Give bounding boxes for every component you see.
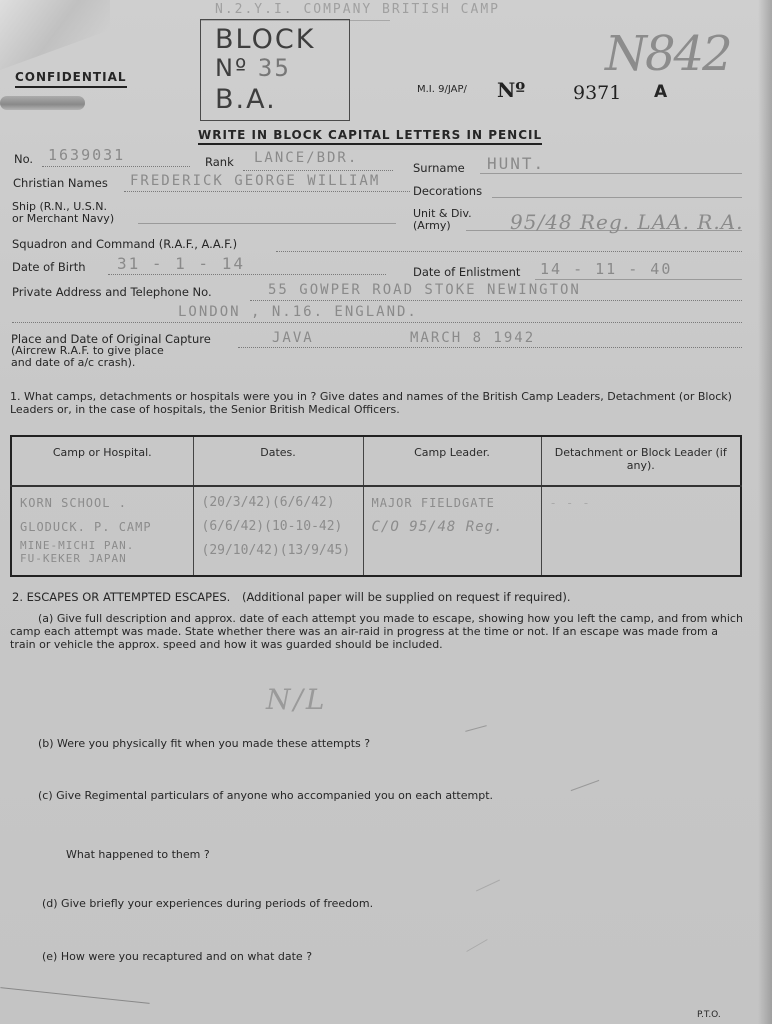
stamp-block-text: BLOCK [215, 24, 316, 55]
question-2b: (b) Were you physically fit when you made these attempts ? [38, 737, 371, 750]
column-header-dates: Dates. [193, 436, 363, 486]
camp-cell[interactable] [11, 486, 193, 576]
confidential-label: CONFIDENTIAL [15, 70, 127, 88]
ship-label-line2: or Merchant Navy) [12, 212, 115, 225]
camp-entry-2: GLODUCK. P. CAMP [20, 520, 152, 534]
decorations-label: Decorations [413, 184, 483, 198]
stamp-ba-text: B.A. [215, 84, 277, 115]
dob-field[interactable]: 31 - 1 - 14 [117, 254, 245, 273]
squadron-label: Squadron and Command (R.A.F., A.A.F.) [12, 237, 238, 251]
no-line [42, 166, 190, 167]
pencil-tick-mark [466, 939, 487, 952]
paper-fold-edge [0, 987, 149, 1004]
service-number-field[interactable]: 1639031 [48, 146, 126, 164]
address-line-1 [250, 300, 742, 301]
capture-line [238, 347, 742, 348]
question-2a: (a) Give full description and approx. date of each attempt you made to escape, showing how you left the camp, and from which camp each attempt was made. State whether there was an air-raid in progress at the time or not. If an escape was made from a train or vehicle the approx. speed and how it was guarded should be included. [10, 612, 743, 651]
please-turn-over: P.T.O. [697, 1010, 721, 1020]
paper-clip-shadow [0, 0, 110, 70]
camp-entry-3: MINE-MICHI PAN. [20, 539, 135, 552]
pencil-note-top: N.2.Y.I. COMPANY BRITISH CAMP [215, 2, 500, 17]
unit-label [413, 208, 472, 232]
christian-names-label: Christian Names [13, 176, 108, 190]
surname-field[interactable]: HUNT. [487, 154, 546, 173]
block-stamp [200, 19, 350, 121]
table-row [11, 486, 741, 576]
enlistment-line [535, 279, 742, 280]
capture-place-field[interactable]: JAVA [272, 330, 314, 346]
ship-line [138, 223, 396, 224]
form-number: 9371 [573, 82, 622, 104]
dates-entry-2: (6/6/42)(10-10-42) [201, 519, 343, 534]
unit-field[interactable]: 95/48 Reg. LAA. R.A. [510, 210, 744, 234]
camp-entry-1: KORN SCHOOL . [20, 496, 127, 510]
squadron-line [276, 251, 742, 252]
pencil-reference-number: N842 [605, 26, 731, 82]
rank-field[interactable]: LANCE/BDR. [254, 150, 359, 166]
rank-line [243, 170, 393, 171]
column-header-camp: Camp or Hospital. [11, 436, 193, 486]
address-field-line2[interactable]: LONDON , N.16. ENGLAND. [178, 304, 418, 320]
capture-label-line3: and date of a/c crash). [11, 356, 136, 369]
no-label: No. [14, 152, 34, 166]
dob-label: Date of Birth [12, 260, 86, 274]
pencil-tick-mark [571, 780, 600, 791]
leader-entry-2: C/O 95/48 Reg. [371, 519, 504, 535]
capture-label-line1: Place and Date of Original Capture [11, 332, 211, 346]
question-2d: (d) Give briefly your experiences during periods of freedom. [42, 897, 374, 910]
unit-label-line1: Unit & Div. [413, 207, 472, 220]
decorations-line [492, 197, 742, 198]
section2-note: (Additional paper will be supplied on request if required). [241, 590, 571, 604]
stamp-number [215, 54, 291, 82]
christian-names-field[interactable]: FREDERICK GEORGE WILLIAM [130, 173, 381, 189]
capture-label [11, 333, 211, 369]
form-reference: M.I. 9/JAP/ [417, 84, 467, 95]
surname-line [480, 173, 742, 174]
ship-label [12, 201, 114, 225]
pencil-tick-mark [476, 880, 500, 892]
page-edge-shadow [758, 0, 772, 1024]
section1-question: 1. What camps, detachments or hospitals were you in ? Give dates and names of the British Camp Leaders, Detachment (or Block) Leaders or, in the case of hospitals, the Senior British Medical Officers. [10, 390, 732, 416]
question-2c: (c) Give Regimental particulars of anyone who accompanied you on each attempt. [38, 789, 494, 802]
answer-2a[interactable]: N/L [266, 683, 328, 716]
dates-entry-1: (20/3/42)(6/6/42) [201, 495, 335, 510]
section2-title: 2. ESCAPES OR ATTEMPTED ESCAPES. [12, 590, 231, 604]
pin-icon [0, 96, 85, 110]
camps-table [10, 435, 742, 577]
number-label: Nº [497, 78, 526, 102]
unit-label-line2: (Army) [413, 219, 451, 232]
rank-label: Rank [205, 155, 234, 169]
camp-leader-cell[interactable] [363, 486, 541, 576]
enlistment-label: Date of Enlistment [413, 265, 521, 279]
address-field-line1[interactable]: 55 GOWPER ROAD STOKE NEWINGTON [268, 282, 581, 298]
stamp-number-prefix: Nº [215, 54, 249, 82]
column-header-block-leader: Detachment or Block Leader (if any). [541, 436, 741, 486]
instruction-heading: WRITE IN BLOCK CAPITAL LETTERS IN PENCIL [198, 128, 542, 145]
section2-title-row [12, 590, 571, 604]
block-leader-cell[interactable] [541, 486, 741, 576]
christian-names-line [124, 191, 410, 192]
dob-line [108, 274, 386, 275]
stamp-number-value: 35 [257, 54, 291, 82]
dates-cell[interactable] [193, 486, 363, 576]
enlistment-field[interactable]: 14 - 11 - 40 [540, 260, 673, 278]
dates-entry-3: (29/10/42)(13/9/45) [201, 543, 351, 558]
capture-date-field[interactable]: MARCH 8 1942 [410, 330, 536, 346]
column-header-camp-leader: Camp Leader. [363, 436, 541, 486]
address-line-2 [12, 322, 742, 323]
address-label: Private Address and Telephone No. [12, 285, 212, 299]
question-2e: (e) How were you recaptured and on what date ? [42, 950, 313, 963]
capture-label-line2: (Aircrew R.A.F. to give place [11, 344, 164, 357]
question-2c-followup: What happened to them ? [66, 848, 210, 861]
pencil-tick-mark [465, 725, 487, 732]
surname-label: Surname [413, 161, 465, 175]
camp-entry-4: FU-KEKER JAPAN [20, 553, 127, 565]
block-entry-1: - - - [549, 496, 591, 510]
form-number-suffix: A [654, 82, 668, 102]
ship-label-line1: Ship (R.N., U.S.N. [12, 200, 107, 213]
leader-entry-1: MAJOR FIELDGATE [371, 496, 495, 510]
